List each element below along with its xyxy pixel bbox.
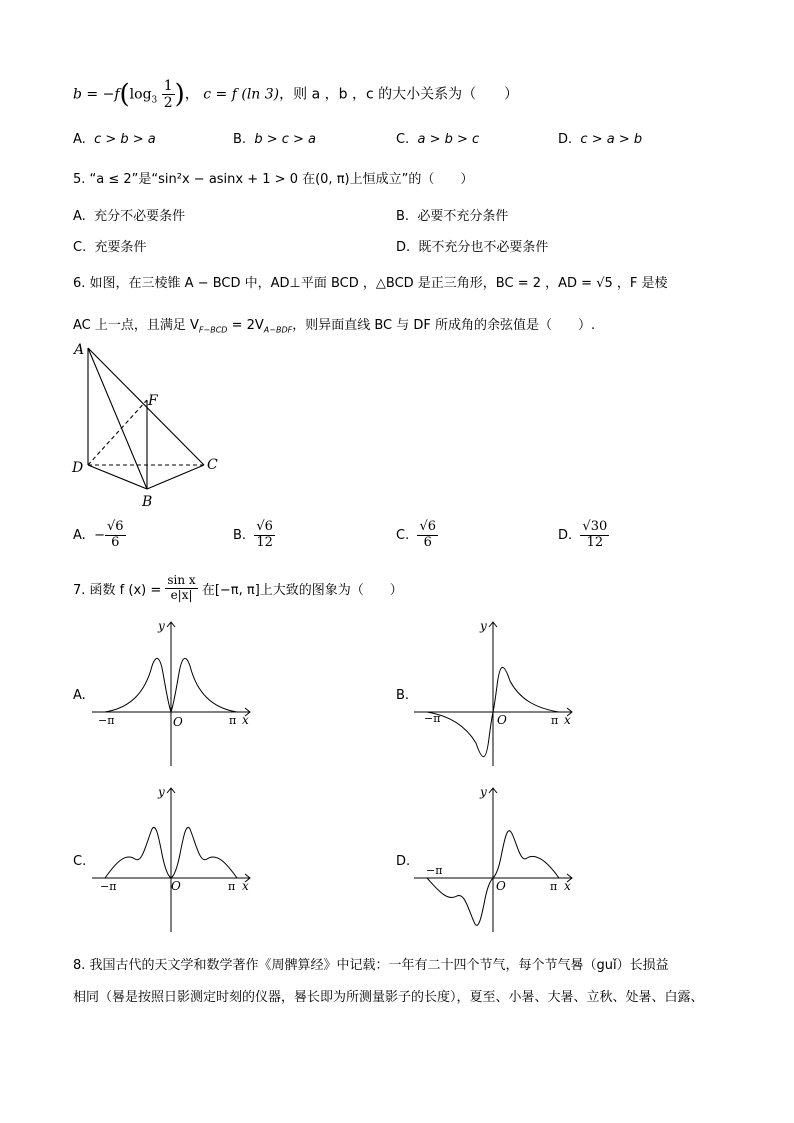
fig-label-a: A — [74, 342, 85, 358]
q5-option-a[interactable]: A. 充分不必要条件 — [73, 209, 186, 224]
q4-b-c-definitions: $b = -f(\log_3$ $\frac{1}{2}$ )， c = f (ln 3)，则 a ，b ，c 的大小关系为（ ） — [73, 78, 519, 112]
svg-text:π: π — [228, 880, 236, 893]
q7-option-c[interactable]: C. — [73, 854, 87, 869]
q6-option-c[interactable]: C. $\frac{√6}{6}$ — [396, 519, 437, 550]
svg-text:O: O — [496, 879, 506, 893]
q6-stem-line1: 6. 如图，在三棱锥 A − BCD 中，AD⊥平面 BCD ，△BCD 是正三角形，BC = 2 ，AD = √5 ，F 是棱 — [73, 276, 668, 291]
svg-text:x: x — [564, 879, 571, 893]
q4-option-a[interactable]: A. c > b > a — [73, 132, 156, 147]
svg-text:−π: −π — [100, 880, 117, 893]
q6-tetrahedron-figure — [66, 338, 236, 513]
q7-option-a[interactable]: A. — [73, 688, 86, 703]
svg-text:π: π — [551, 714, 559, 727]
q4-option-c[interactable]: C. a > b > c — [396, 132, 480, 147]
q7-option-d[interactable]: D. — [396, 854, 411, 869]
q5-option-b[interactable]: B. 必要不充分条件 — [396, 209, 509, 224]
q4-tail-text: ，则 a ，b ，c 的大小关系为（ ） — [279, 86, 519, 103]
q6-option-b[interactable]: B. $\frac{√6}{12}$ — [233, 519, 273, 550]
q6-option-a[interactable]: A. − $\frac{√6}{6}$ — [73, 519, 124, 550]
q8-line2: 相同（晷是按照日影测定时刻的仪器，晷长即为所测量影子的长度），夏至、小暑、大暑、立秋、处暑、白露、 — [73, 990, 704, 1005]
q8-line1: 8. 我国古代的天文学和数学著作《周髀算经》中记载：一年有二十四个节气，每个节气晷（guǐ）长损益 — [73, 958, 669, 973]
q4-option-d[interactable]: D. c > a > b — [558, 132, 643, 147]
svg-text:x: x — [242, 879, 249, 893]
svg-text:y: y — [480, 785, 487, 799]
q4-option-b[interactable]: B. b > c > a — [233, 132, 317, 147]
svg-text:O: O — [171, 879, 181, 893]
svg-text:y: y — [158, 785, 165, 799]
fig-label-d: D — [72, 460, 84, 476]
q7-graph-c — [90, 784, 260, 934]
q5-option-c[interactable]: C. 充要条件 — [73, 240, 147, 255]
svg-text:x: x — [564, 713, 571, 727]
q6-option-d[interactable]: D. $\frac{√30}{12}$ — [558, 519, 608, 550]
fig-label-b: B — [142, 494, 153, 510]
q4-b-expr: b = −f — [73, 86, 120, 103]
q5-stem: 5. “a ≤ 2”是“sin²x − asinx + 1 > 0 在(0, π)上恒成立”的（ ） — [73, 172, 474, 187]
svg-text:y: y — [158, 619, 165, 633]
svg-text:O: O — [497, 713, 507, 727]
q4-log-base: 3 — [151, 95, 158, 106]
q7-stem: 7. 函数 f (x) = $\frac{\text{sin x}}{e|x|}$ 在[−π, π]上大致的图象为（ ） — [73, 573, 403, 602]
fig-label-f: F — [148, 393, 158, 409]
svg-text:y: y — [480, 619, 487, 633]
svg-text:x: x — [242, 713, 249, 727]
q7-graph-a — [90, 618, 260, 768]
svg-text:O: O — [173, 715, 183, 729]
q7-graph-b — [412, 618, 582, 768]
q7-graph-d — [412, 784, 582, 934]
q6-stem-line2: AC 上一点，且满足 $V_{F-BCD} = 2V_{A-BDF}$，则异面直线 BC 与 DF 所成角的余弦值是（ ）. — [73, 318, 596, 335]
svg-text:−π: −π — [426, 864, 443, 877]
svg-text:π: π — [229, 714, 237, 727]
q7-option-b[interactable]: B. — [396, 688, 410, 703]
q4-c-expr: c = f (ln 3) — [203, 86, 280, 103]
svg-text:−π: −π — [98, 714, 115, 727]
svg-text:−π: −π — [424, 712, 441, 725]
svg-text:π: π — [550, 880, 558, 893]
fig-label-c: C — [207, 457, 218, 473]
q4-half-fraction: $\frac{1}{2}$ — [163, 78, 173, 112]
q5-option-d[interactable]: D. 既不充分也不必要条件 — [396, 240, 549, 255]
